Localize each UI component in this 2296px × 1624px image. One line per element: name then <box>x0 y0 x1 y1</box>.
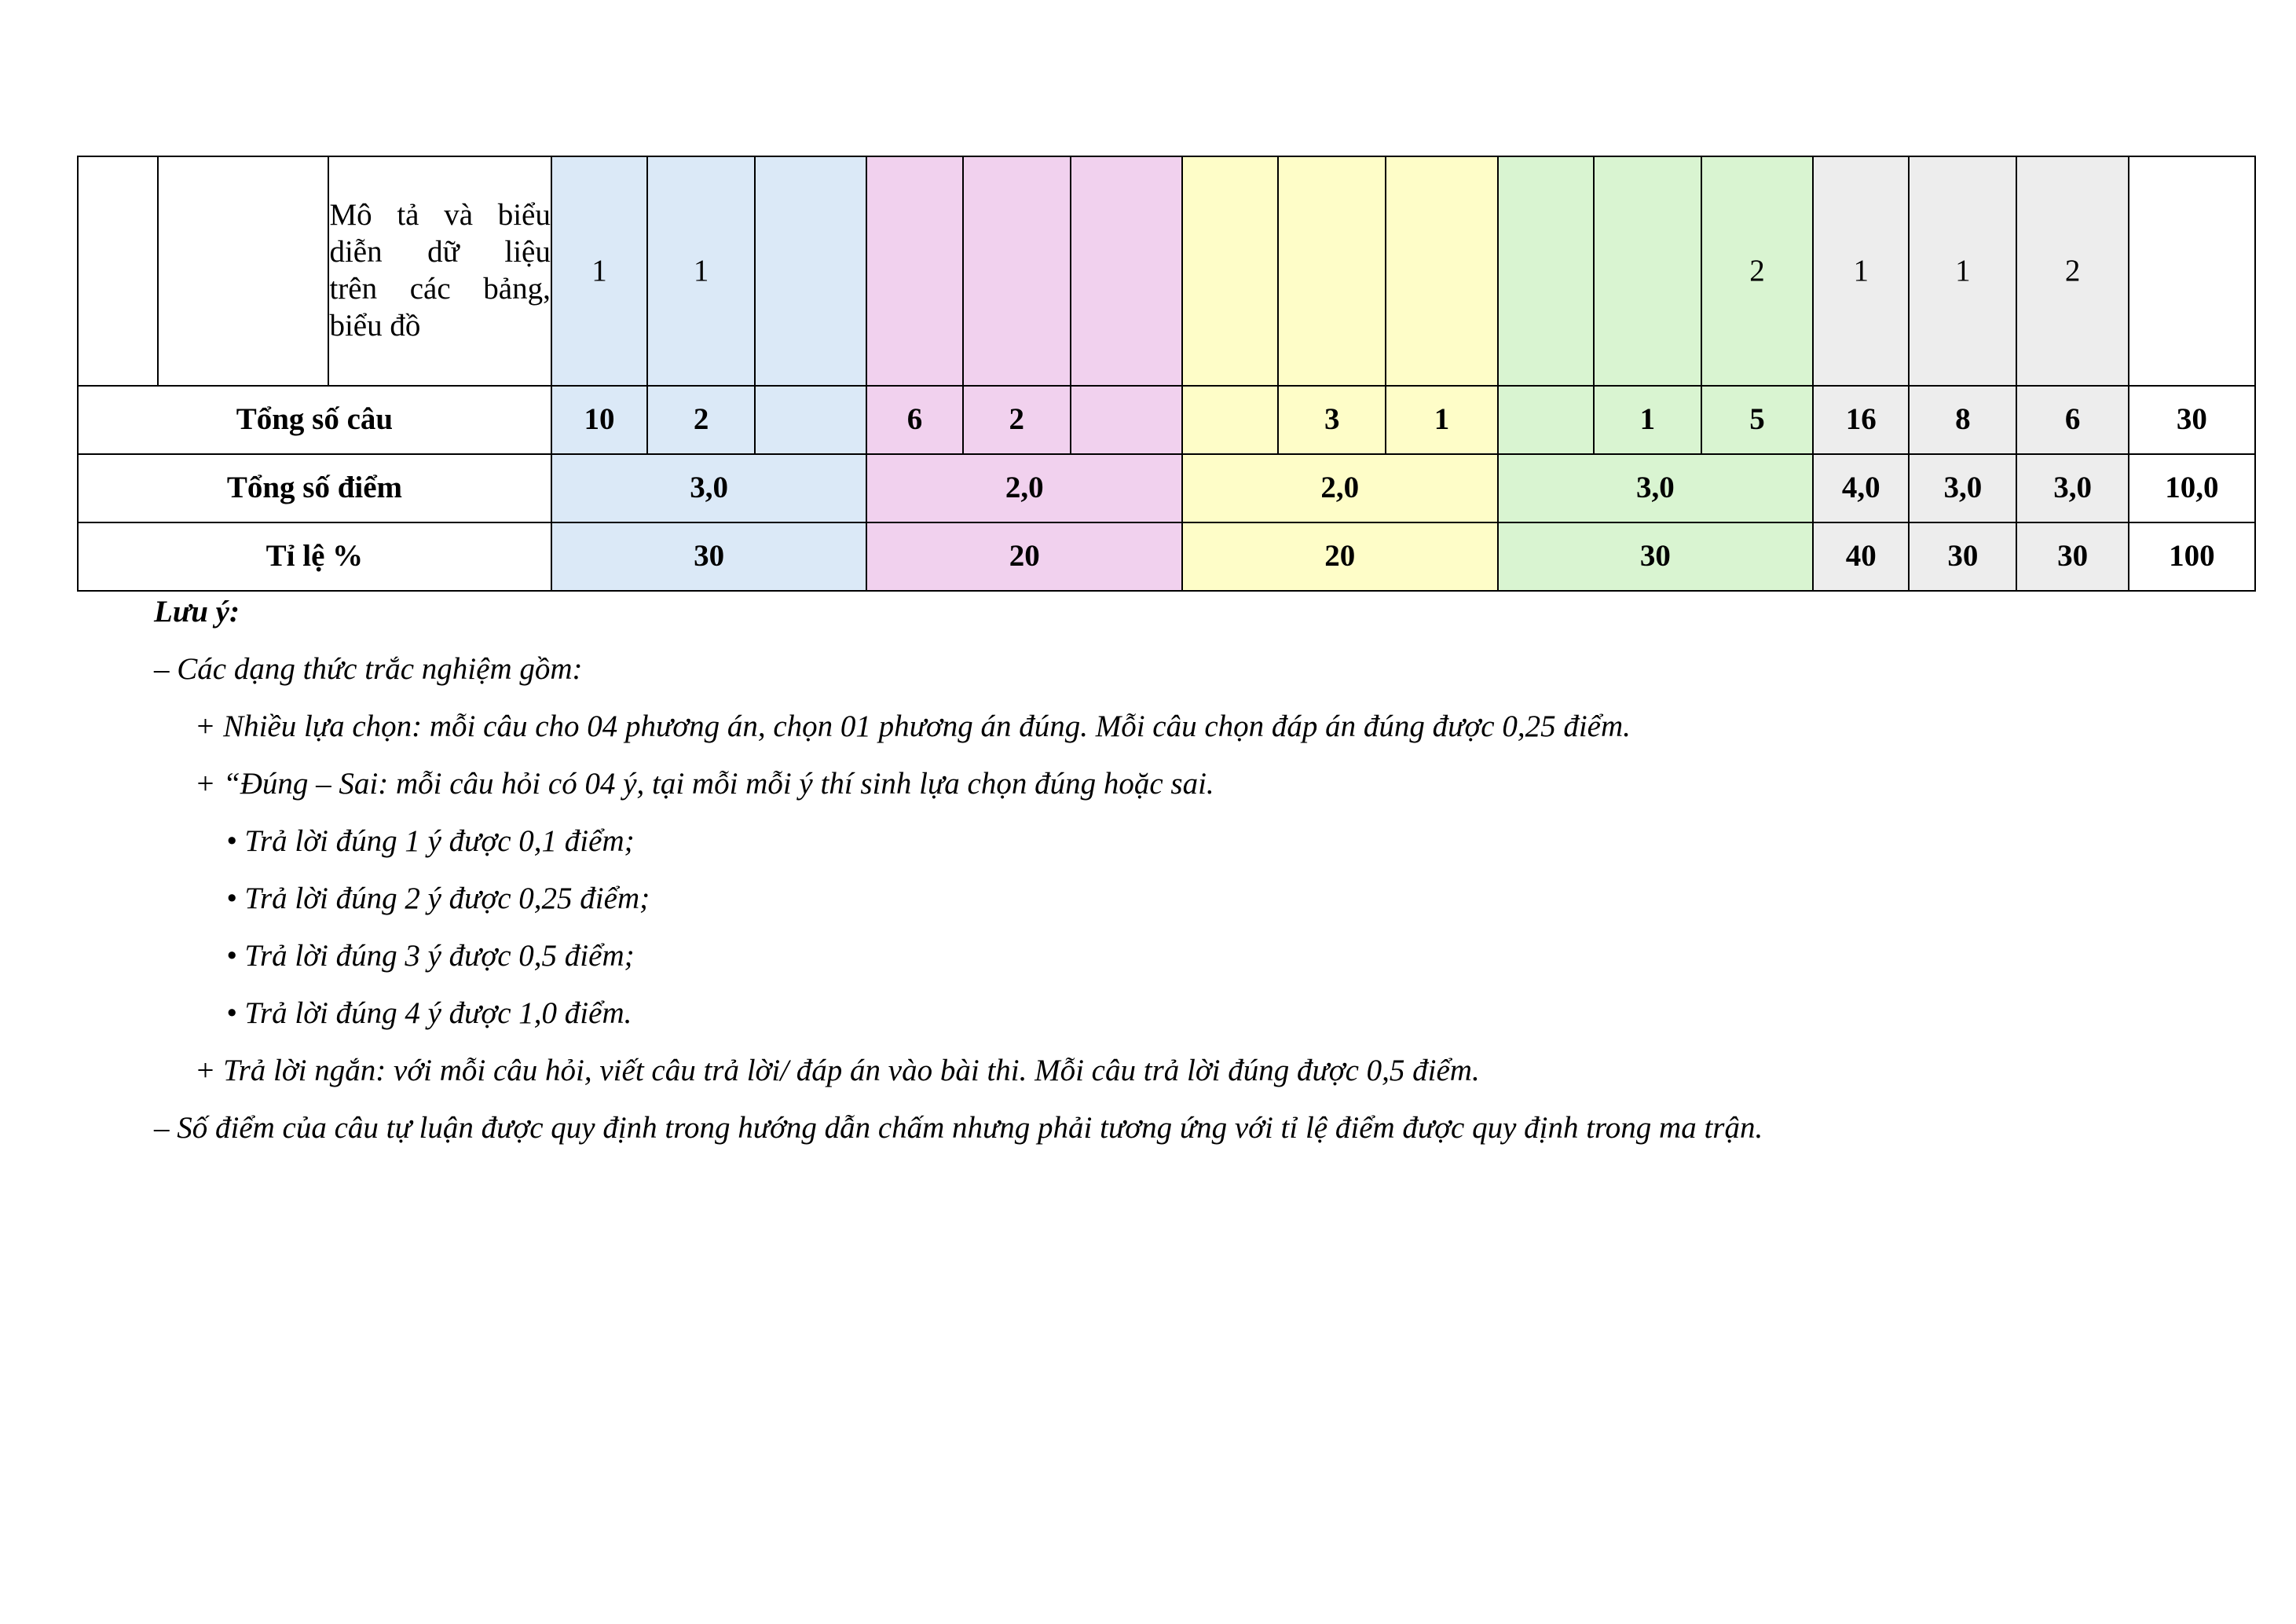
note-line: • Trả lời đúng 1 ý được 0,1 điểm; <box>226 824 635 858</box>
value-cell <box>1182 156 1278 386</box>
note-line: + Trả lời ngắn: với mỗi câu hỏi, viết câu trả lời/ đáp án vào bài thi. Mỗi câu trả lời đúng được 0,5 điểm. <box>195 1054 1480 1087</box>
value-cell: 2 <box>1701 156 1813 386</box>
value-cell <box>1386 156 1497 386</box>
value-cell: 1 <box>1813 156 1909 386</box>
value-cell: 2 <box>647 386 755 454</box>
value-cell: 2 <box>2016 156 2128 386</box>
value-cell: 3,0 <box>1909 454 2016 522</box>
group-value-cell: 30 <box>1498 522 1814 591</box>
row-label: Tổng số câu <box>78 386 551 454</box>
value-cell <box>1182 386 1278 454</box>
value-cell <box>755 156 866 386</box>
value-cell: 10 <box>551 386 647 454</box>
value-cell: 16 <box>1813 386 1909 454</box>
description-cell <box>328 156 551 386</box>
value-cell <box>866 156 962 386</box>
description-line: biểu đồ <box>329 308 421 343</box>
value-cell: 2 <box>963 386 1071 454</box>
value-cell <box>963 156 1071 386</box>
group-value-cell: 3,0 <box>1498 454 1814 522</box>
empty-cell <box>78 156 158 386</box>
value-cell: 1 <box>647 156 755 386</box>
value-cell <box>1498 156 1594 386</box>
value-cell: 100 <box>2129 522 2255 591</box>
group-value-cell: 2,0 <box>866 454 1182 522</box>
value-cell <box>1498 386 1594 454</box>
note-line: – Số điểm của câu tự luận được quy định trong hướng dẫn chấm nhưng phải tương ứng với tỉ lệ điểm được quy định trong ma trận. <box>154 1111 1763 1145</box>
value-cell: 30 <box>2129 386 2255 454</box>
row-label: Tỉ lệ % <box>78 522 551 591</box>
matrix-table <box>77 156 2256 592</box>
group-value-cell: 3,0 <box>551 454 867 522</box>
note-line: + Nhiều lựa chọn: mỗi câu cho 04 phương án, chọn 01 phương án đúng. Mỗi câu chọn đáp án đúng được 0,25 điểm. <box>195 709 1631 743</box>
value-cell: 1 <box>1594 386 1701 454</box>
group-value-cell: 20 <box>1182 522 1498 591</box>
empty-cell <box>158 156 328 386</box>
value-cell: 30 <box>1909 522 2016 591</box>
note-line: • Trả lời đúng 4 ý được 1,0 điểm. <box>226 996 632 1030</box>
group-value-cell: 30 <box>551 522 867 591</box>
value-cell: 6 <box>2016 386 2128 454</box>
value-cell: 3,0 <box>2016 454 2128 522</box>
value-cell: 5 <box>1701 386 1813 454</box>
value-cell: 40 <box>1813 522 1909 591</box>
value-cell: 10,0 <box>2129 454 2255 522</box>
notes-section <box>154 583 2212 1157</box>
description-line: trên các bảng, <box>329 272 551 306</box>
row-label: Tổng số điểm <box>78 454 551 522</box>
value-cell: 30 <box>2016 522 2128 591</box>
group-value-cell: 2,0 <box>1182 454 1498 522</box>
value-cell: 3 <box>1278 386 1386 454</box>
value-cell <box>1594 156 1701 386</box>
value-cell <box>2129 156 2255 386</box>
description-line: diễn dữ liệu <box>329 235 551 269</box>
value-cell <box>1071 386 1182 454</box>
table-row <box>78 156 2255 386</box>
notes-title: Lưu ý: <box>154 595 240 629</box>
note-line: • Trả lời đúng 2 ý được 0,25 điểm; <box>226 882 650 915</box>
value-cell: 1 <box>1386 386 1497 454</box>
value-cell: 4,0 <box>1813 454 1909 522</box>
note-line: + “Đúng – Sai: mỗi câu hỏi có 04 ý, tại mỗi mỗi ý thí sinh lựa chọn đúng hoặc sai. <box>195 767 1214 801</box>
table-row-ratio <box>78 522 2255 591</box>
table-row-total-questions <box>78 386 2255 454</box>
value-cell <box>1278 156 1386 386</box>
value-cell <box>1071 156 1182 386</box>
value-cell: 6 <box>866 386 962 454</box>
value-cell: 8 <box>1909 386 2016 454</box>
note-line: • Trả lời đúng 3 ý được 0,5 điểm; <box>226 939 635 973</box>
table-row-total-points <box>78 454 2255 522</box>
value-cell: 1 <box>1909 156 2016 386</box>
value-cell: 1 <box>551 156 647 386</box>
description-line: Mô tả và biểu <box>329 198 551 233</box>
value-cell <box>755 386 866 454</box>
note-line: – Các dạng thức trắc nghiệm gồm: <box>154 652 583 686</box>
group-value-cell: 20 <box>866 522 1182 591</box>
